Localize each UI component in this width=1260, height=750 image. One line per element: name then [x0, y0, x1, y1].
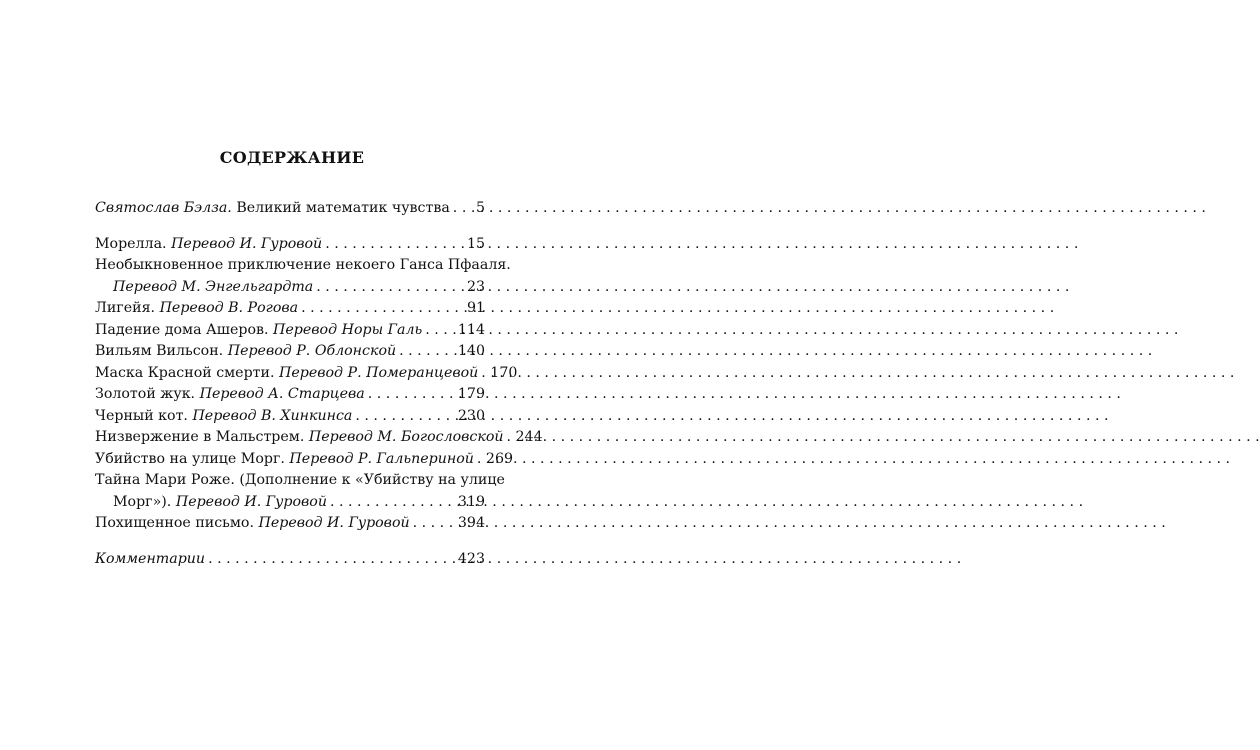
toc-entry-title: Падение дома Ашеров. — [95, 321, 274, 338]
toc-page-number: 319 — [457, 493, 485, 510]
toc-entry[interactable] — [95, 234, 485, 256]
toc-entry[interactable] — [95, 384, 485, 406]
book-page — [0, 0, 600, 750]
toc-entry[interactable] — [95, 427, 543, 449]
toc-entry[interactable] — [95, 255, 511, 277]
toc-entry-translator: Перевод В. Рогова — [159, 300, 299, 316]
leader-dots — [316, 277, 464, 299]
toc-page-number: 423 — [457, 550, 485, 567]
toc-entry-text — [95, 198, 450, 220]
toc-entry-translator: Перевод И. Гуровой — [171, 235, 323, 252]
toc-entry-title: Черный кот. — [95, 407, 193, 424]
toc-entry-title: Низвержение в Мальстрем. — [95, 429, 309, 445]
toc-entry[interactable] — [95, 470, 505, 492]
toc-page-number: 15 — [466, 235, 485, 252]
page-title: СОДЕРЖАНИЕ — [219, 148, 365, 167]
toc-entry-comments[interactable] — [95, 549, 485, 571]
toc-entry-continuation[interactable] — [95, 277, 485, 299]
leader-dots — [399, 341, 455, 363]
toc-entry-title: Вильям Вильсон. — [95, 343, 228, 359]
toc-entry[interactable] — [95, 449, 514, 471]
toc-entry-translator: Перевод М. Энгельгардта — [113, 278, 314, 295]
toc-entry-title: Великий математик чувства — [231, 200, 450, 216]
toc-entry[interactable] — [95, 298, 485, 320]
leader-dots — [477, 449, 483, 471]
toc-entry-title-cont: Морг»). — [113, 493, 176, 510]
table-of-contents — [95, 198, 543, 570]
toc-entry-title: Золотой жук. — [95, 386, 200, 402]
toc-entry-title: Комментарии — [95, 550, 206, 567]
toc-entry[interactable] — [95, 513, 485, 535]
toc-entry-title: Необыкновенное приключение некоего Ганса Пфааля. — [95, 257, 511, 273]
toc-page-number: 23 — [466, 278, 485, 295]
leader-dots — [507, 427, 513, 449]
toc-entry-translator: Перевод И. Гуровой — [175, 493, 327, 510]
toc-page-number: 179 — [457, 386, 485, 402]
leader-dots — [330, 492, 455, 514]
toc-entry-translator: Перевод В. Хинкинса — [192, 407, 353, 424]
toc-page-number: 230 — [457, 407, 485, 424]
toc-entry[interactable] — [95, 320, 485, 342]
toc-entry-translator: Перевод Р. Облонской — [227, 343, 397, 359]
toc-entry-translator: Перевод И. Гуровой — [258, 515, 410, 531]
toc-entry-continuation[interactable] — [95, 492, 485, 514]
toc-entry-author: Святослав Бэлза. — [95, 200, 232, 216]
toc-entry-title: Тайна Мари Роже. (Дополнение к «Убийству на улице — [95, 472, 505, 488]
toc-entry-translator: Перевод Р. Померанцевой — [278, 364, 479, 381]
leader-dots — [413, 513, 455, 535]
toc-page-number: 269 — [485, 450, 514, 467]
leader-dots — [481, 363, 487, 385]
toc-entry-title: Маска Красной смерти. — [95, 364, 279, 381]
toc-entry-title: Лигейя. — [95, 300, 160, 316]
leader-dots — [425, 320, 455, 342]
toc-entry[interactable] — [95, 341, 485, 363]
toc-entry-title: Похищенное письмо. — [95, 515, 259, 531]
leader-dots — [453, 198, 472, 220]
toc-entry-translator: Перевод А. Старцева — [199, 386, 365, 402]
leader-dots — [301, 298, 464, 320]
toc-page-number: 5 — [475, 200, 485, 216]
leader-dots — [355, 406, 455, 428]
toc-entry-translator: Перевод М. Богословской — [308, 429, 504, 445]
toc-entry-title: Убийство на улице Морг. — [95, 450, 290, 467]
toc-page-number: 170 — [490, 364, 518, 381]
toc-page-number: 140 — [457, 343, 485, 359]
leader-dots — [368, 384, 455, 406]
toc-entry[interactable] — [95, 363, 518, 385]
leader-dots — [325, 234, 464, 256]
toc-page-number: 114 — [457, 321, 485, 338]
toc-entry-title: Морелла. — [95, 235, 172, 252]
toc-entry[interactable] — [95, 406, 485, 428]
toc-entry-translator: Перевод Норы Галь — [273, 321, 423, 338]
toc-page-number: 244 — [515, 429, 543, 445]
toc-entry-translator: Перевод Р. Гальпериной — [289, 450, 474, 467]
leader-dots — [208, 549, 455, 571]
toc-page-number: 91 — [466, 300, 485, 316]
toc-entry-intro[interactable] — [95, 198, 485, 220]
toc-page-number: 394 — [457, 515, 485, 531]
